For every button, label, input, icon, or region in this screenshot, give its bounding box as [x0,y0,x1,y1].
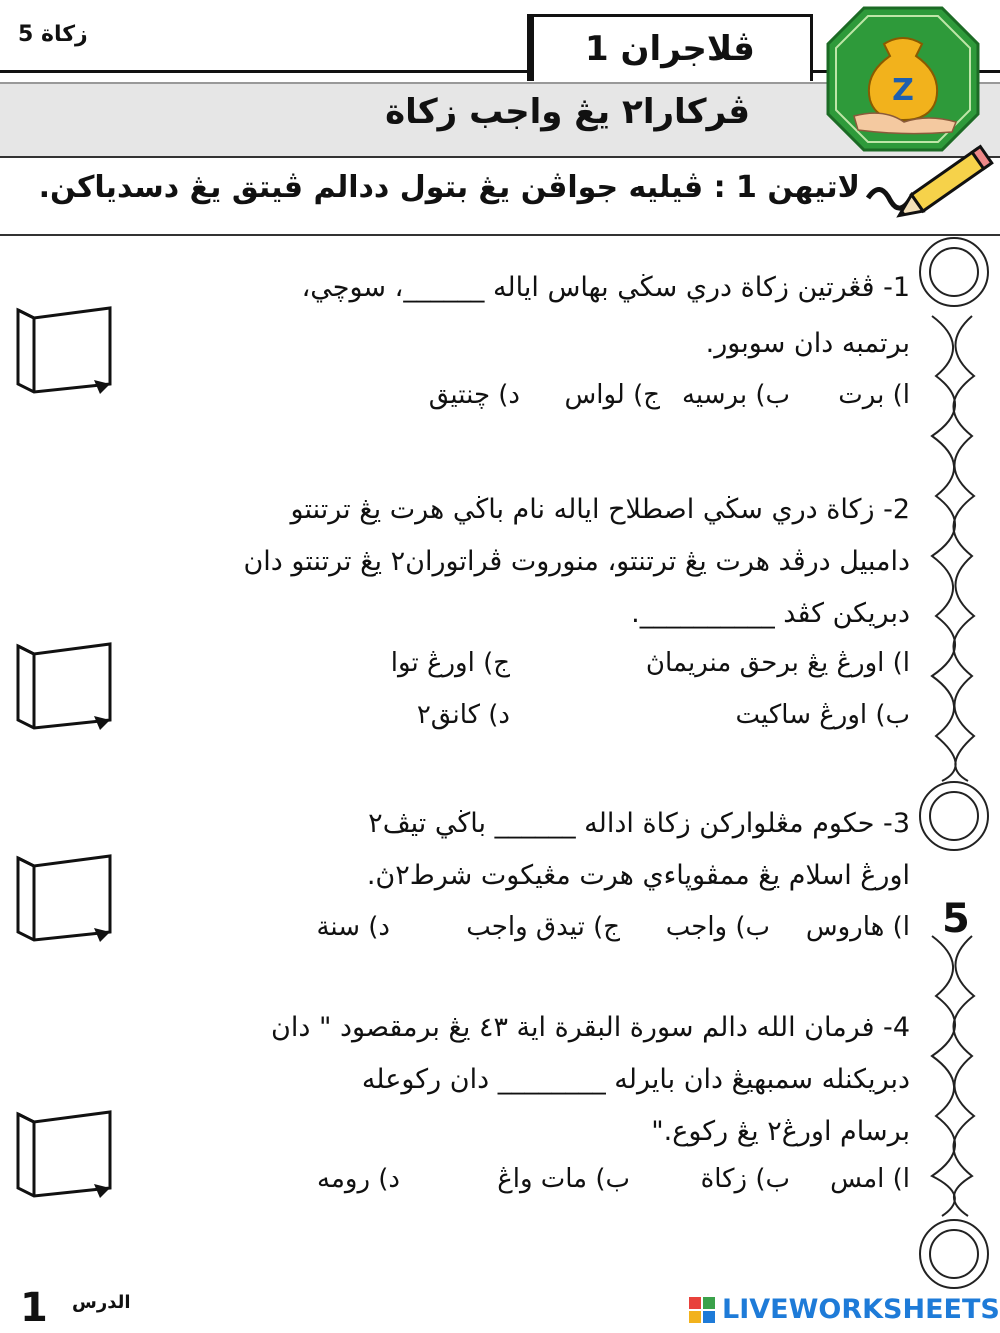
question-1-option-d: د) چنتيق [428,380,520,410]
question-3-line-2: اورڠ اسلام يڠ ممڤوڽاءي هرت مڠيكوت شرط٢ڽ. [366,860,910,891]
question-1-option-a: ا) برت [838,380,910,410]
logo-letter: Z [892,73,914,108]
question-1-line-1: 1- ڤڠرتين زكاة دري سڬي بهاس اياله ______، سوچي، [301,272,910,303]
question-4-line-1: 4- فرمان الله دالم سورة البقرة اية ٤٣ يڠ برمقصود " دان [271,1012,910,1043]
question-2-option-a: ا) اورڠ يڠ برحق منريماڽ [645,648,910,678]
grade-label: زكاة 5 [18,22,88,47]
question-4-option-b: ب) زكاة [700,1164,790,1194]
page-number: 1 [20,1285,48,1331]
question-2-line-2: دامبيل درڤد هرت يڠ ترتنتو، منوروت ڤراتوران٢ يڠ ترتنتو دان [243,546,910,577]
instruction-text: لاتيهن 1 : ڤيليه جواڤن يڠ بتول ددالم ڤيتق يڠ دسدياكن. [38,170,860,205]
question-2-line-3: دبريكن كڤد __________. [631,598,910,629]
question-2-option-b: ب) اورڠ ساكيت [735,700,910,730]
question-3-option-d: د) سنة [316,912,390,942]
topic-title: ڤركارا٢ يڠ واجب زكاة [385,92,750,132]
lesson-box [527,14,813,81]
question-3-option-a: ا) هاروس [805,912,910,942]
decorative-border-strip [912,236,998,1296]
question-4-line-2: دبريكنله سمبهيڠ دان بايرله ________ دان ركوعله [361,1064,910,1095]
question-3-option-b: ب) واجب [665,912,770,942]
question-1-option-c: ج) لواس [564,380,660,410]
question-1-line-2: برتمبه دان سوبور. [705,328,910,359]
question-2-line-1: 2- زكاة دري سڬي اصطلاح اياله نام باڬي هرت يڠ ترتنتو [290,494,910,525]
question-2-option-d: د) كانق٢ [416,700,510,730]
question-3-line-1: 3- حكوم مڠلواركن زكاة اداله ______ باڬي تيڤ٢ [368,808,910,839]
question-4-line-3: برسام اورڠ٢ يڠ ركوع." [651,1116,910,1147]
liveworksheets-brand[interactable]: LIVEWORKSHEETS [722,1294,1000,1325]
lesson-title: ڤلاجران 1 [585,29,755,69]
question-4-option-a: ا) امس [830,1164,910,1194]
question-2-option-c: ج) اورڠ توا [390,648,510,678]
question-4-option-d: د) رومه [317,1164,400,1194]
answer-flag-icon[interactable] [12,640,116,732]
question-3-option-c: ج) تيدق واجب [466,912,620,942]
liveworksheets-logo-icon [688,1296,718,1324]
instruction-rule [0,234,1000,236]
question-1-option-b: ب) برسيه [681,380,790,410]
question-4-option-c: ب) مات واڠ [497,1164,630,1194]
pencil-icon [860,120,1000,220]
answer-flag-icon[interactable] [12,304,116,396]
answer-flag-icon[interactable] [12,1108,116,1200]
footer-script-label: الدرس [72,1292,131,1313]
strip-number: 5 [942,896,970,942]
answer-flag-icon[interactable] [12,852,116,944]
